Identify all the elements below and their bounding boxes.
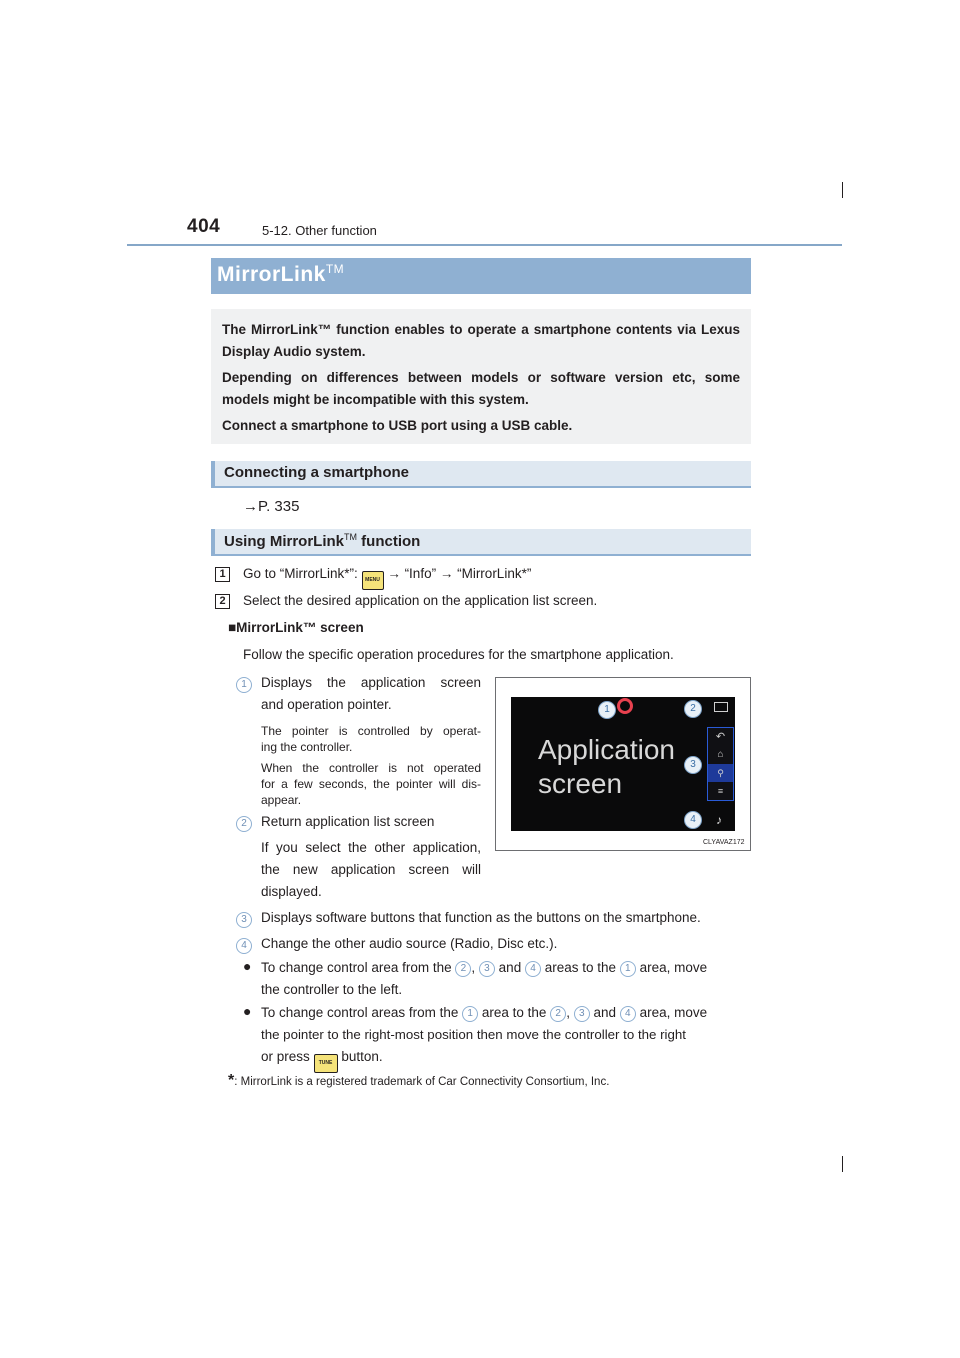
figure-callout-4: 4 (684, 811, 702, 829)
step-2: Select the desired application on the application list screen. (243, 593, 598, 608)
item-1-note-2b: for a few seconds, the pointer will dis- (261, 777, 481, 791)
bullet-2-text-e: area, move (639, 1005, 708, 1020)
screen-description: Follow the specific operation procedures for the smartphone application. (243, 647, 674, 662)
music-note-icon: ♪ (716, 813, 722, 827)
item-2-line-3: the new application screen will (261, 862, 481, 877)
item-1-note-2a: When the controller is not operated (261, 761, 481, 775)
bullet-1-text-c: and (498, 960, 522, 975)
section-title: 5-12. Other function (262, 223, 377, 238)
home-icon: ⌂ (717, 749, 724, 760)
bullet-1-text-d: areas to the (544, 960, 617, 975)
footnote (228, 1072, 609, 1090)
title-text: MirrorLink (217, 263, 326, 286)
item-2-line-4: displayed. (261, 884, 322, 899)
bullet-1-text-a: To change control area from the (261, 960, 452, 975)
figure-code: CLYAVAZ172 (703, 839, 745, 846)
intro-p2: Depending on differences between models or software version etc, some models might be incompatible with this system. (222, 370, 740, 407)
item-2-marker (236, 814, 252, 832)
bullet-2-ref-2: 2 (550, 1006, 566, 1022)
bullet-2-text-h: button. (341, 1049, 383, 1064)
bullet-2-line-2: the pointer to the right-most position then move the controller to the right (261, 1027, 686, 1042)
figure-callout-1: 1 (598, 701, 616, 719)
bullet-2-text-b: area to the (481, 1005, 547, 1020)
bullet-2-line-3 (261, 1046, 383, 1073)
item-3-marker (236, 910, 252, 928)
page-reference: →P. 335 (243, 498, 300, 515)
list-icon (714, 702, 728, 712)
bullet-1-ref-3: 3 (479, 961, 495, 977)
page-title (217, 262, 344, 287)
figure-app-line-1: Application (538, 734, 675, 765)
page-number: 404 (187, 216, 221, 237)
crop-mark-top (842, 182, 843, 198)
bullet-1-line-1 (261, 957, 747, 979)
bullet-1-text-b: , (471, 960, 476, 975)
bullet-1-text-e: area, move (639, 960, 708, 975)
figure-app-line-2: screen (538, 768, 623, 799)
connecting-heading-bar (211, 461, 751, 488)
bullet-2-text-g: or press (261, 1049, 310, 1064)
figure-callout-2: 2 (684, 700, 702, 718)
item-1-number: 1 (236, 677, 252, 693)
item-3-text: Displays software buttons that function as the buttons on the smartphone. (261, 910, 701, 925)
item-4-number: 4 (236, 938, 252, 954)
bullet-2-text-d: and (593, 1005, 617, 1020)
bullet-1-ref-4: 4 (525, 961, 541, 977)
item-4-marker (236, 936, 252, 954)
item-4-text: Change the other audio source (Radio, Disc etc.). (261, 936, 558, 951)
header-rule (127, 244, 842, 246)
figure-callout-3: 3 (684, 756, 702, 774)
step-2-marker: 2 (215, 594, 230, 609)
connecting-heading: Connecting a smartphone (224, 464, 410, 481)
intro-p3: Connect a smartphone to USB port using a USB cable. (222, 418, 573, 433)
using-heading-bar (211, 529, 751, 556)
step-1-marker: 1 (215, 567, 230, 582)
tune-button-icon: TUNE (314, 1054, 338, 1073)
step-1-text-a: Go to “MirrorLink*”: (243, 566, 358, 581)
bullet-2-ref-3: 3 (574, 1006, 590, 1022)
item-1-note-2c: appear. (261, 793, 302, 807)
bullet-2-ref-1: 1 (462, 1006, 478, 1022)
using-heading (224, 532, 420, 550)
menu-button-icon: MENU (362, 571, 384, 590)
step-1-text-b: → “Info” → “MirrorLink*” (387, 566, 532, 581)
item-1-line-2: and operation pointer. (261, 697, 392, 712)
bullet-1-ref-2: 2 (455, 961, 471, 977)
intro-box (211, 309, 751, 444)
item-2-line-2: If you select the other application, (261, 840, 481, 855)
figure-app-text (538, 733, 675, 801)
item-2-line-1: Return application list screen (261, 814, 435, 829)
intro-p1: The MirrorLink™ function enables to operate a smartphone contents via Lexus Display Audio system. (222, 322, 740, 359)
footnote-text: : MirrorLink is a registered trademark of Car Connectivity Consortium, Inc. (234, 1076, 610, 1088)
item-1-marker (236, 675, 252, 693)
software-buttons-bar (707, 727, 734, 801)
step-1 (243, 563, 531, 590)
crop-mark-bottom (842, 1156, 843, 1172)
search-icon: ⚲ (708, 764, 733, 782)
title-bar (211, 258, 751, 294)
using-heading-text: Using MirrorLink (224, 533, 345, 550)
footnote-star: * (228, 1072, 235, 1089)
menu-icon: ≡ (717, 786, 724, 796)
item-1-line-1: Displays the application screen (261, 675, 481, 690)
item-3-number: 3 (236, 912, 252, 928)
bullet-1-line-2: the controller to the left. (261, 982, 403, 997)
item-2-number: 2 (236, 816, 252, 832)
back-icon: ↶ (715, 731, 726, 743)
bullet-2-text-a: To change control areas from the (261, 1005, 459, 1020)
bullet-2-dot: ● (243, 1003, 252, 1019)
bullet-1-dot: ● (243, 958, 252, 974)
screen-heading: ■MirrorLink™ screen (228, 620, 364, 635)
bullet-1-ref-1: 1 (620, 961, 636, 977)
title-tm: TM (325, 262, 345, 276)
item-1-note-1b: ing the controller. (261, 740, 353, 754)
item-1-note-1a: The pointer is controlled by operat- (261, 724, 481, 738)
bullet-2-text-c: , (566, 1005, 570, 1020)
bullet-2-ref-4: 4 (620, 1006, 636, 1022)
bullet-2-line-1 (261, 1002, 747, 1024)
using-heading-end: function (357, 533, 421, 550)
using-tm: TM (344, 532, 358, 542)
pointer-icon (617, 698, 633, 714)
